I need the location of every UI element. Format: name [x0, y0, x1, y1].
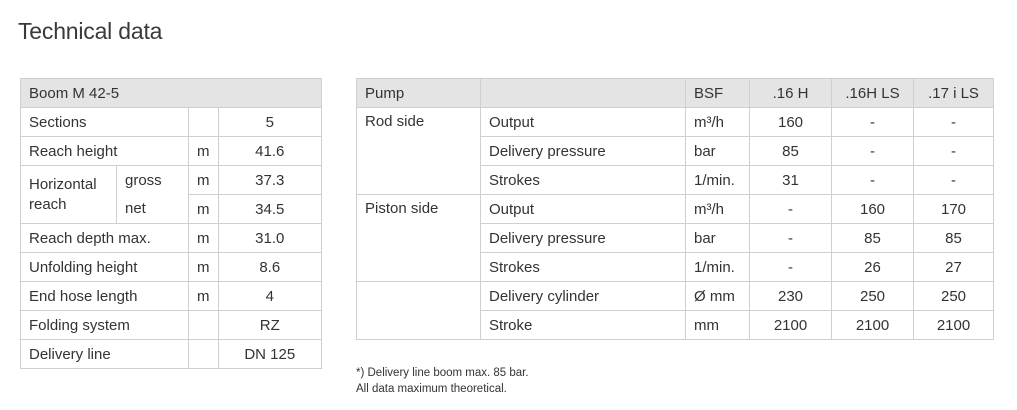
row-value: - — [750, 195, 832, 224]
row-param: Output — [481, 195, 686, 224]
row-value: 85 — [914, 224, 994, 253]
row-value: 4 — [218, 282, 322, 311]
group-label-rod-side: Rod side — [357, 108, 481, 195]
row-sublabel: gross — [117, 166, 189, 195]
row-unit: m — [189, 282, 219, 311]
header-unit: BSF — [686, 79, 750, 108]
row-unit: m — [189, 195, 219, 224]
row-unit: m³/h — [686, 108, 750, 137]
row-param: Delivery cylinder — [481, 282, 686, 311]
footnote-pressure: *) Delivery line boom max. 85 bar. — [356, 367, 529, 379]
table-row — [21, 340, 322, 369]
row-value: 2100 — [750, 311, 832, 340]
table-header-row — [21, 79, 322, 108]
row-unit: 1/min. — [686, 166, 750, 195]
row-param: Strokes — [481, 166, 686, 195]
row-value: - — [832, 137, 914, 166]
row-sublabel: net — [117, 195, 189, 224]
row-value: 27 — [914, 253, 994, 282]
row-value: 85 — [832, 224, 914, 253]
group-label-piston-side: Piston side — [357, 195, 481, 282]
row-value: - — [914, 108, 994, 137]
page-title: Technical data — [18, 18, 163, 44]
row-value: - — [750, 224, 832, 253]
row-param: Strokes — [481, 253, 686, 282]
row-value: RZ — [218, 311, 322, 340]
row-value: 2100 — [914, 311, 994, 340]
footnote-theoretical: All data maximum theoretical. — [356, 383, 507, 395]
row-value: DN 125 — [218, 340, 322, 369]
row-unit: bar — [686, 137, 750, 166]
row-value: - — [832, 108, 914, 137]
row-label: Unfolding height — [21, 253, 189, 282]
row-value: 160 — [832, 195, 914, 224]
table-row — [21, 253, 322, 282]
row-unit — [189, 311, 219, 340]
header-model-16h: .16 H — [750, 79, 832, 108]
footnotes — [356, 365, 529, 397]
boom-table — [20, 78, 322, 369]
group-label-cylinder — [357, 282, 481, 340]
row-value: 31.0 — [218, 224, 322, 253]
table-row — [357, 108, 994, 137]
table-row — [21, 166, 322, 195]
row-value: 2100 — [832, 311, 914, 340]
row-value: 8.6 — [218, 253, 322, 282]
row-param: Delivery pressure — [481, 224, 686, 253]
row-unit: Ø mm — [686, 282, 750, 311]
header-model-16hls: .16H LS — [832, 79, 914, 108]
row-label: Horizontal reach — [21, 166, 117, 224]
row-value: 250 — [832, 282, 914, 311]
row-value: - — [914, 137, 994, 166]
boom-header: Boom M 42-5 — [21, 79, 322, 108]
row-value: 170 — [914, 195, 994, 224]
pump-table — [356, 78, 994, 340]
row-label: Folding system — [21, 311, 189, 340]
row-unit: bar — [686, 224, 750, 253]
header-pump: Pump — [357, 79, 481, 108]
row-label: End hose length — [21, 282, 189, 311]
row-param: Output — [481, 108, 686, 137]
row-label: Delivery line — [21, 340, 189, 369]
table-row — [357, 282, 994, 311]
table-row — [21, 108, 322, 137]
table-row — [21, 224, 322, 253]
table-row — [21, 311, 322, 340]
row-value: 34.5 — [218, 195, 322, 224]
row-label: Reach height — [21, 137, 189, 166]
row-unit: m — [189, 253, 219, 282]
row-value: 37.3 — [218, 166, 322, 195]
row-unit: m — [189, 137, 219, 166]
row-unit — [189, 108, 219, 137]
row-label: Sections — [21, 108, 189, 137]
row-label: Reach depth max. — [21, 224, 189, 253]
row-value: 250 — [914, 282, 994, 311]
row-value: 26 — [832, 253, 914, 282]
row-unit: 1/min. — [686, 253, 750, 282]
row-unit: m³/h — [686, 195, 750, 224]
row-value: 31 — [750, 166, 832, 195]
row-value: 5 — [218, 108, 322, 137]
row-value: 41.6 — [218, 137, 322, 166]
table-row — [21, 282, 322, 311]
row-unit: m — [189, 166, 219, 195]
header-blank — [481, 79, 686, 108]
row-unit: mm — [686, 311, 750, 340]
row-value: 230 — [750, 282, 832, 311]
row-value: - — [750, 253, 832, 282]
row-value: - — [832, 166, 914, 195]
row-unit — [189, 340, 219, 369]
row-value: 85 — [750, 137, 832, 166]
table-row — [21, 137, 322, 166]
row-unit: m — [189, 224, 219, 253]
row-param: Stroke — [481, 311, 686, 340]
table-row — [357, 195, 994, 224]
row-value: 160 — [750, 108, 832, 137]
header-model-17ils: .17 i LS — [914, 79, 994, 108]
table-header-row — [357, 79, 994, 108]
row-param: Delivery pressure — [481, 137, 686, 166]
row-value: - — [914, 166, 994, 195]
